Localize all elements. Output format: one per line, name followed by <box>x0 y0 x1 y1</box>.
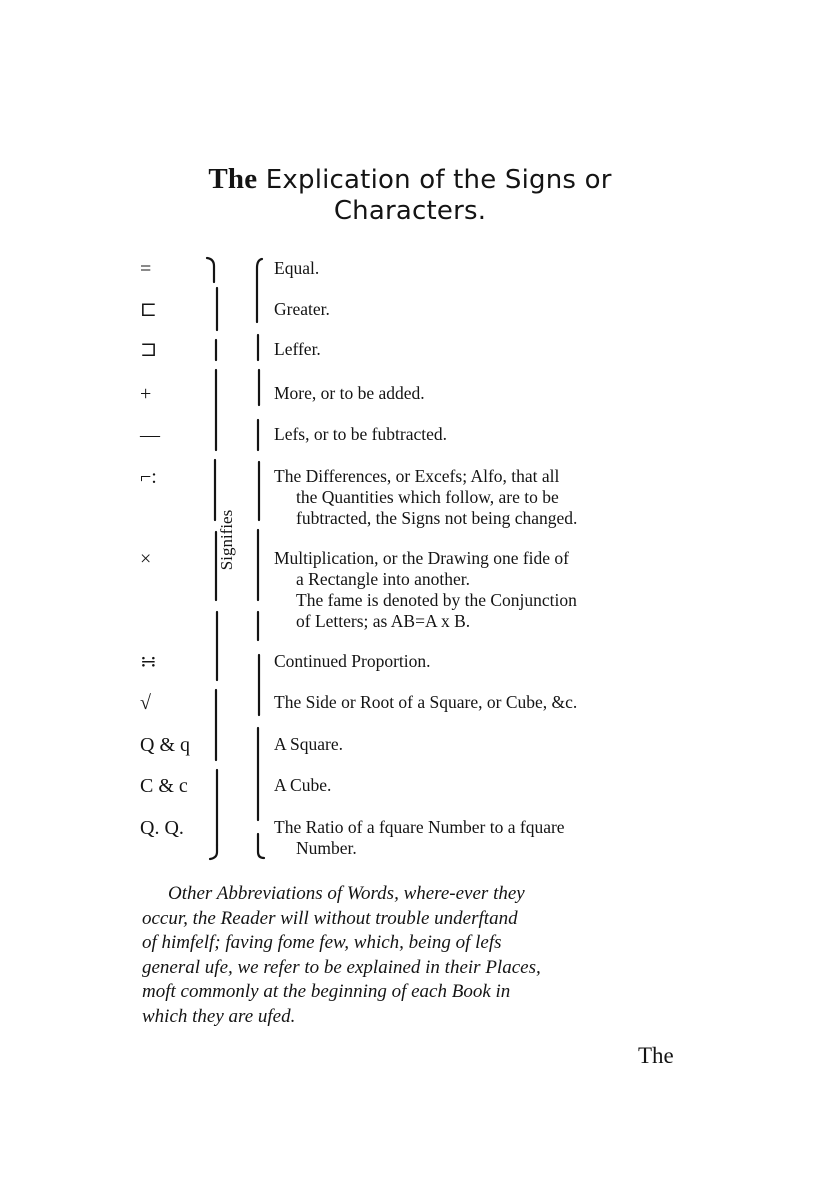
sign-meaning <box>274 651 674 672</box>
meaning-line: a Rectangle into another. <box>296 569 470 589</box>
meaning-line: Multiplication, or the Drawing one fide of <box>274 548 569 568</box>
title-line-1-rest: Explication of the Signs or <box>265 165 612 195</box>
sign-meaning <box>274 339 674 360</box>
ratio-sign-icon: Q. Q. <box>140 817 184 839</box>
sign-meaning <box>274 383 674 404</box>
meaning-line: The Side or Root of a Square, or Cube, &c. <box>274 692 578 712</box>
meaning-line: The Ratio of a fquare Number to a fquare <box>274 817 565 837</box>
paragraph-line: moft commonly at the beginning of each Book in <box>142 981 511 1002</box>
minus-sign-icon: — <box>140 424 160 446</box>
paragraph-line: occur, the Reader will without trouble underftand <box>142 907 518 929</box>
meaning-line: Number. <box>296 838 357 858</box>
multiplication-sign-icon: × <box>140 548 152 570</box>
meaning-line: Leffer. <box>274 339 321 359</box>
meaning-line: The fame is denoted by the Conjunction <box>296 590 577 610</box>
difference-sign-icon: ⌐: <box>140 466 157 488</box>
sign-meaning <box>274 424 674 445</box>
title-lead-word: The <box>208 163 258 195</box>
meaning-line: More, or to be added. <box>274 383 425 403</box>
paragraph-line: which they are ufed. <box>142 1005 296 1027</box>
meaning-line: The Differences, or Excefs; Alfo, that all <box>274 466 560 486</box>
paragraph-line: Other Abbreviations of Words, where-ever they <box>168 883 525 904</box>
sign-meaning <box>274 258 674 279</box>
meaning-line: Equal. <box>274 258 320 278</box>
meaning-line: Lefs, or to be fubtracted. <box>274 424 447 444</box>
sign-meaning <box>274 299 674 320</box>
abbreviations-paragraph <box>142 882 662 1029</box>
sign-meaning <box>274 692 674 713</box>
catchword: The <box>638 1043 674 1068</box>
greater-sign-icon: ⊏ <box>140 299 157 321</box>
root-sign-icon: √ <box>140 692 151 714</box>
meaning-line: fubtracted, the Signs not being changed. <box>296 508 578 528</box>
sign-meaning <box>274 817 674 859</box>
paragraph-line: of himfelf; faving fome few, which, being of lefs <box>142 932 502 953</box>
meaning-line: Greater. <box>274 299 330 319</box>
square-sign-icon: Q & q <box>140 734 190 756</box>
paragraph-line: general ufe, we refer to be explained in their Places, <box>142 956 541 978</box>
title-line-2: Characters. <box>333 196 487 226</box>
meaning-line: A Cube. <box>274 775 332 795</box>
sign-meaning <box>274 775 674 796</box>
meaning-line: the Quantities which follow, are to be <box>296 487 559 507</box>
proportion-sign-icon: ∺ <box>140 651 157 673</box>
meaning-line: of Letters; as AB=A x B. <box>296 611 471 631</box>
equal-sign-icon: = <box>140 258 152 280</box>
cube-sign-icon: C & c <box>140 775 188 797</box>
sign-meaning <box>274 548 674 632</box>
meaning-line: Continued Proportion. <box>274 651 431 671</box>
lesser-sign-icon: ⊐ <box>140 339 157 361</box>
meaning-line: A Square. <box>274 734 344 754</box>
signifies-label: Signifies <box>217 509 236 571</box>
plus-sign-icon: + <box>140 383 152 405</box>
sign-meaning <box>274 734 674 755</box>
sign-meaning <box>274 466 674 529</box>
